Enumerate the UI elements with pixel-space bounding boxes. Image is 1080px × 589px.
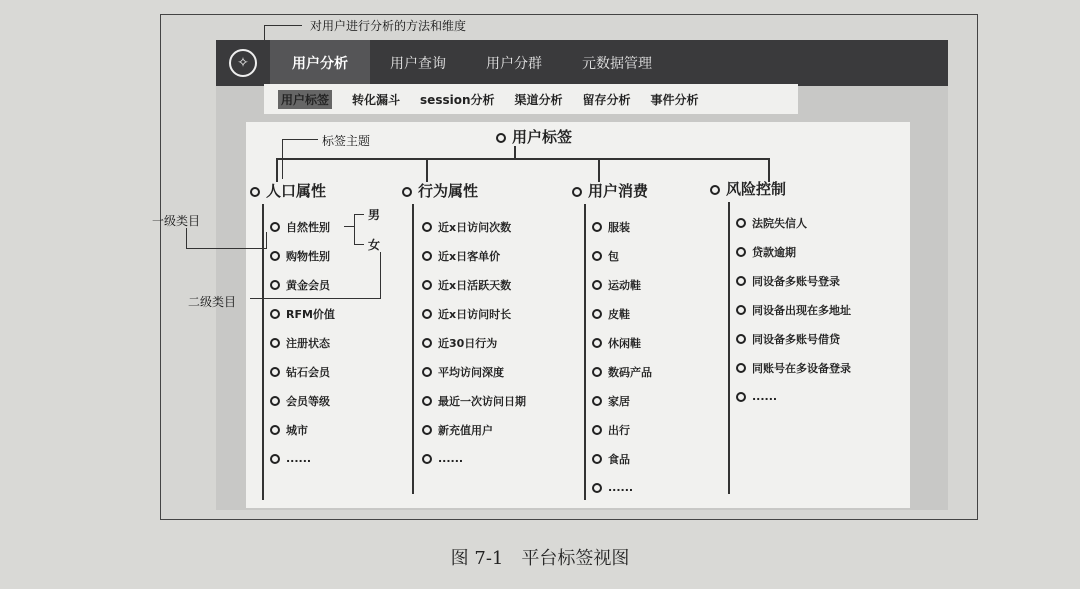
- list-item[interactable]: [736, 237, 851, 266]
- list-item[interactable]: [592, 299, 652, 328]
- list-item[interactable]: [270, 415, 335, 444]
- tab-metadata[interactable]: 元数据管理: [582, 56, 652, 72]
- annotation-arrow-line: [186, 228, 187, 248]
- node-circle-icon: [592, 338, 602, 348]
- tab-user-segment[interactable]: 用户分群: [486, 56, 542, 72]
- tree-connector: [354, 214, 355, 244]
- node-circle-icon: [422, 280, 432, 290]
- tree-connector: [276, 158, 278, 182]
- list-item[interactable]: [422, 328, 526, 357]
- subnav-user-tags[interactable]: 用户标签: [278, 90, 332, 109]
- list-item[interactable]: [592, 241, 652, 270]
- node-circle-icon: [422, 425, 432, 435]
- list-item-label: 运动鞋: [608, 278, 641, 292]
- list-item[interactable]: [422, 212, 526, 241]
- list-item-label: 数码产品: [608, 365, 652, 379]
- column-title-demographic[interactable]: [250, 180, 326, 201]
- list-item-label: 近x日活跃天数: [438, 278, 512, 292]
- node-circle-icon: [592, 280, 602, 290]
- column-title-label: 用户消费: [588, 182, 649, 200]
- list-item[interactable]: [736, 353, 851, 382]
- subnav-session[interactable]: session分析: [420, 92, 495, 107]
- node-circle-icon: [572, 187, 582, 197]
- tag-tree-panel: [246, 122, 910, 508]
- node-circle-icon: [592, 309, 602, 319]
- list-item-label: 平均访问深度: [438, 365, 504, 379]
- node-circle-icon: [422, 222, 432, 232]
- gender-female[interactable]: 女: [368, 238, 381, 252]
- list-item-label: 钻石会员: [286, 365, 330, 379]
- annotation-level1: 一级类目: [152, 214, 201, 228]
- list-item-label: 近30日行为: [438, 336, 498, 350]
- node-circle-icon: [422, 309, 432, 319]
- list-item-label: 家居: [608, 394, 630, 408]
- node-circle-icon: [736, 247, 746, 257]
- list-item[interactable]: [592, 212, 652, 241]
- node-circle-icon: [592, 483, 602, 493]
- list-item-label: 近x日访问时长: [438, 307, 512, 321]
- list-item-label: 城市: [286, 423, 308, 437]
- node-circle-icon: [270, 338, 280, 348]
- figure-caption: 图 7-1 平台标签视图: [450, 548, 630, 569]
- list-item[interactable]: [270, 212, 335, 241]
- tree-connector: [728, 202, 730, 494]
- annotation-arrow-line: [282, 139, 283, 179]
- list-item[interactable]: [736, 266, 851, 295]
- column-title-label: 行为属性: [418, 182, 479, 200]
- node-circle-icon: [270, 309, 280, 319]
- node-circle-icon: [736, 305, 746, 315]
- node-circle-icon: [270, 251, 280, 261]
- annotation-arrow-line: [264, 25, 302, 26]
- node-circle-icon: [422, 367, 432, 377]
- list-item-label: 出行: [608, 423, 630, 437]
- tree-connector: [514, 146, 516, 158]
- list-item-label: RFM价值: [286, 307, 335, 321]
- node-circle-icon: [270, 280, 280, 290]
- node-circle-icon: [250, 187, 260, 197]
- annotation-tag-theme: 标签主题: [322, 134, 371, 148]
- list-item-label: 同设备出现在多地址: [752, 303, 851, 317]
- list-item-label: 同设备多账号借贷: [752, 332, 840, 346]
- list-item-label: 食品: [608, 452, 630, 466]
- list-item-label: 自然性别: [286, 220, 330, 234]
- tree-connector: [354, 244, 364, 245]
- list-item-label: 最近一次访问日期: [438, 394, 526, 408]
- node-circle-icon: [592, 425, 602, 435]
- column-title-risk[interactable]: [710, 178, 786, 199]
- list-item-label: 黄金会员: [286, 278, 330, 292]
- list-item[interactable]: [270, 241, 335, 270]
- node-circle-icon: [422, 454, 432, 464]
- column-title-label: 风险控制: [726, 180, 787, 198]
- node-circle-icon: [736, 363, 746, 373]
- node-circle-icon: [422, 251, 432, 261]
- list-item-label: 购物性别: [286, 249, 330, 263]
- subnav-funnel[interactable]: 转化漏斗: [352, 92, 401, 107]
- list-item-label: 皮鞋: [608, 307, 630, 321]
- tree-connector: [412, 204, 414, 494]
- subnav-event[interactable]: 事件分析: [650, 92, 699, 107]
- list-item[interactable]: [592, 328, 652, 357]
- list-item[interactable]: [736, 208, 851, 237]
- list-item[interactable]: [592, 473, 652, 502]
- list-item-label: 新充值用户: [438, 423, 493, 437]
- list-item-label: 休闲鞋: [608, 336, 641, 350]
- node-circle-icon: [496, 133, 506, 143]
- list-item[interactable]: [422, 386, 526, 415]
- list-item[interactable]: [592, 270, 652, 299]
- list-item[interactable]: [422, 299, 526, 328]
- node-circle-icon: [736, 276, 746, 286]
- list-item[interactable]: [592, 444, 652, 473]
- list-item-label: 贷款逾期: [752, 245, 796, 259]
- tree-connector: [354, 214, 364, 215]
- node-circle-icon: [270, 396, 280, 406]
- column-title-consumption[interactable]: [572, 180, 648, 201]
- node-circle-icon: [592, 222, 602, 232]
- list-item-label: 包: [608, 249, 619, 263]
- tree-connector: [344, 226, 354, 227]
- column-title-behavior[interactable]: [402, 180, 478, 201]
- list-item[interactable]: [422, 444, 526, 473]
- node-circle-icon: [592, 367, 602, 377]
- list-item-label: 近x日客单价: [438, 249, 501, 263]
- list-item[interactable]: [270, 444, 335, 473]
- column-demographic: [270, 212, 335, 473]
- tree-connector: [598, 158, 600, 182]
- tree-root-label: 用户标签: [512, 128, 573, 146]
- node-circle-icon: [736, 392, 746, 402]
- list-item-label: ......: [438, 452, 464, 465]
- network-globe-icon: ✧: [229, 49, 257, 77]
- node-circle-icon: [710, 185, 720, 195]
- list-item-label: ......: [752, 390, 778, 403]
- annotation-level2: 二级类目: [188, 295, 237, 309]
- node-circle-icon: [270, 454, 280, 464]
- annotation-arrow-line: [186, 248, 266, 249]
- node-circle-icon: [736, 334, 746, 344]
- node-circle-icon: [422, 396, 432, 406]
- list-item[interactable]: [422, 241, 526, 270]
- node-circle-icon: [592, 251, 602, 261]
- list-item-label: ......: [608, 481, 634, 494]
- tree-connector: [276, 158, 770, 160]
- list-item-label: ......: [286, 452, 312, 465]
- annotation-methods: 对用户进行分析的方法和维度: [310, 19, 467, 33]
- annotation-arrow-line: [380, 252, 381, 299]
- column-risk: [736, 208, 851, 411]
- list-item-label: 同设备多账号登录: [752, 274, 840, 288]
- annotation-arrow-line: [282, 139, 318, 140]
- list-item[interactable]: [270, 328, 335, 357]
- tree-connector: [426, 158, 428, 182]
- list-item[interactable]: [592, 386, 652, 415]
- list-item[interactable]: [422, 270, 526, 299]
- top-nav-bar: [216, 40, 948, 86]
- tree-root[interactable]: [496, 126, 572, 147]
- list-item[interactable]: [270, 386, 335, 415]
- list-item-label: 服装: [608, 220, 630, 234]
- list-item[interactable]: [592, 357, 652, 386]
- tree-connector: [584, 204, 586, 500]
- list-item-label: 注册状态: [286, 336, 330, 350]
- annotation-arrow-line: [266, 232, 267, 249]
- list-item-label: 同账号在多设备登录: [752, 361, 851, 375]
- node-circle-icon: [592, 396, 602, 406]
- column-behavior: [422, 212, 526, 473]
- list-item-label: 近x日访问次数: [438, 220, 512, 234]
- node-circle-icon: [592, 454, 602, 464]
- tab-user-query[interactable]: 用户查询: [390, 56, 446, 72]
- list-item[interactable]: [422, 357, 526, 386]
- column-title-label: 人口属性: [266, 182, 327, 200]
- list-item[interactable]: [736, 382, 851, 411]
- node-circle-icon: [270, 425, 280, 435]
- tab-user-analysis[interactable]: 用户分析: [270, 40, 370, 86]
- sub-nav: [264, 84, 798, 114]
- annotation-arrow-line: [250, 298, 380, 299]
- list-item[interactable]: [592, 415, 652, 444]
- list-item[interactable]: [422, 415, 526, 444]
- list-item-label: 法院失信人: [752, 216, 807, 230]
- node-circle-icon: [402, 187, 412, 197]
- node-circle-icon: [736, 218, 746, 228]
- gender-male[interactable]: 男: [368, 208, 381, 222]
- subnav-channel[interactable]: 渠道分析: [514, 92, 563, 107]
- node-circle-icon: [270, 222, 280, 232]
- node-circle-icon: [270, 367, 280, 377]
- list-item[interactable]: [736, 295, 851, 324]
- list-item[interactable]: [270, 270, 335, 299]
- list-item[interactable]: [736, 324, 851, 353]
- node-circle-icon: [422, 338, 432, 348]
- list-item[interactable]: [270, 299, 335, 328]
- logo[interactable]: [216, 40, 270, 86]
- subnav-retention[interactable]: 留存分析: [582, 92, 631, 107]
- app-window: [216, 40, 948, 510]
- list-item[interactable]: [270, 357, 335, 386]
- list-item-label: 会员等级: [286, 394, 330, 408]
- column-consumption: [592, 212, 652, 502]
